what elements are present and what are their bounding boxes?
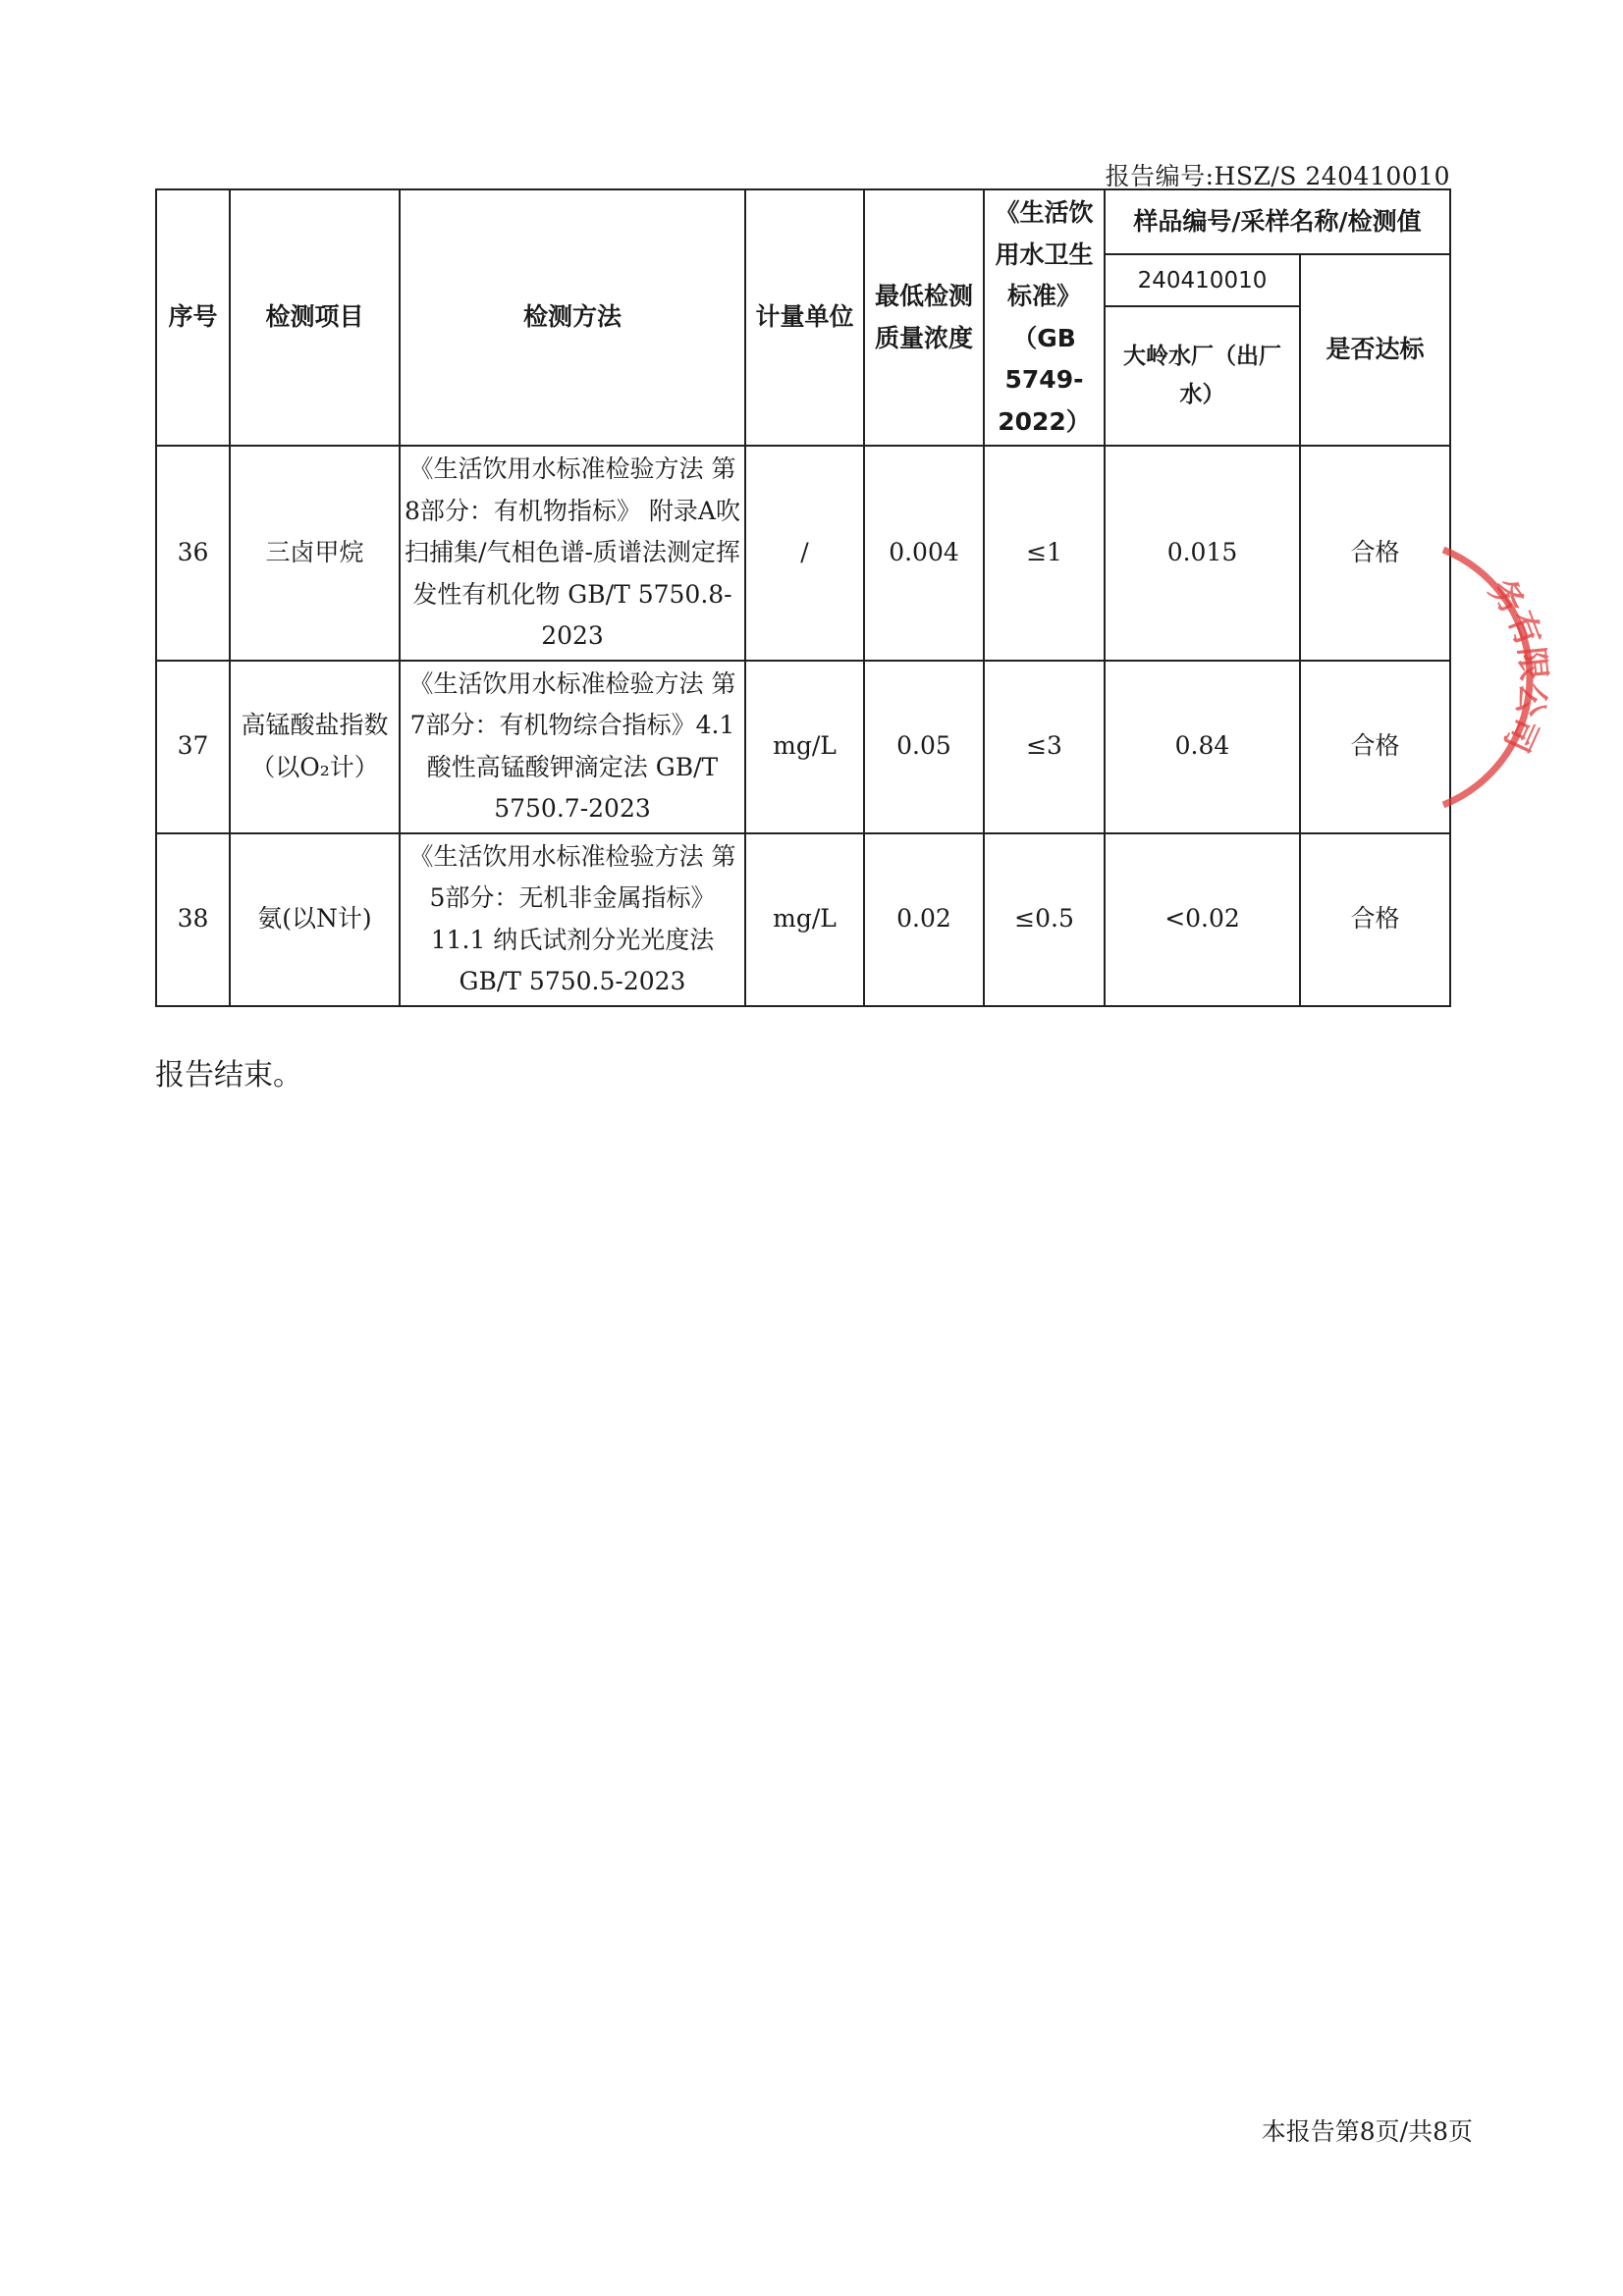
header-standard: 《生活饮用水卫生标准》（GB 5749-2022） (984, 189, 1105, 446)
cell-unit: mg/L (745, 833, 864, 1006)
cell-unit: / (745, 446, 864, 661)
table-row (156, 661, 1450, 833)
cell-result: 合格 (1300, 833, 1450, 1006)
cell-limit: ≤3 (984, 661, 1105, 833)
header-unit: 计量单位 (745, 189, 864, 446)
sample-name: 大岭水厂（出厂水） (1123, 343, 1281, 407)
header-seq: 序号 (156, 189, 230, 446)
cell-min-concentration: 0.004 (864, 446, 984, 661)
cell-seq: 36 (156, 446, 230, 661)
cell-value: <0.02 (1105, 833, 1300, 1006)
cell-seq: 37 (156, 661, 230, 833)
cell-limit: ≤1 (984, 446, 1105, 661)
header-compliance: 是否达标 (1300, 254, 1450, 446)
header-method: 检测方法 (400, 189, 745, 446)
cell-value: 0.015 (1105, 446, 1300, 661)
cell-item: 高锰酸盐指数（以O₂计） (230, 661, 400, 833)
sample-id: 240410010 (1106, 256, 1299, 307)
header-sample-id (1105, 254, 1300, 446)
header-min-concentration: 最低检测质量浓度 (864, 189, 984, 446)
cell-value: 0.84 (1105, 661, 1300, 833)
cell-method: 《生活饮用水标准检验方法 第8部分：有机物指标》 附录A吹扫捕集/气相色谱-质谱法测定挥发性有机化物 GB/T 5750.8-2023 (400, 446, 745, 661)
cell-unit: mg/L (745, 661, 864, 833)
cell-method: 《生活饮用水标准检验方法 第5部分：无机非金属指标》11.1 纳氏试剂分光光度法 GB/T 5750.5-2023 (400, 833, 745, 1006)
results-table (155, 188, 1451, 1007)
cell-result: 合格 (1300, 446, 1450, 661)
cell-min-concentration: 0.05 (864, 661, 984, 833)
cell-seq: 38 (156, 833, 230, 1006)
page-footer: 本报告第8页/共8页 (1261, 2117, 1473, 2146)
cell-method: 《生活饮用水标准检验方法 第7部分：有机物综合指标》4.1 酸性高锰酸钾滴定法 GB/T 5750.7-2023 (400, 661, 745, 833)
header-item: 检测项目 (230, 189, 400, 446)
cell-limit: ≤0.5 (984, 833, 1105, 1006)
table-row (156, 833, 1450, 1006)
end-note: 报告结束。 (155, 1058, 302, 1093)
cell-result: 合格 (1300, 661, 1450, 833)
cell-item: 氨(以N计) (230, 833, 400, 1006)
svg-text:务有限公司: 务有限公司 (1481, 571, 1553, 758)
header-sample-group: 样品编号/采样名称/检测值 (1105, 189, 1450, 254)
cell-item: 三卤甲烷 (230, 446, 400, 661)
report-number: 报告编号:HSZ/S 240410010 (1105, 162, 1450, 190)
table-row (156, 446, 1450, 661)
cell-min-concentration: 0.02 (864, 833, 984, 1006)
